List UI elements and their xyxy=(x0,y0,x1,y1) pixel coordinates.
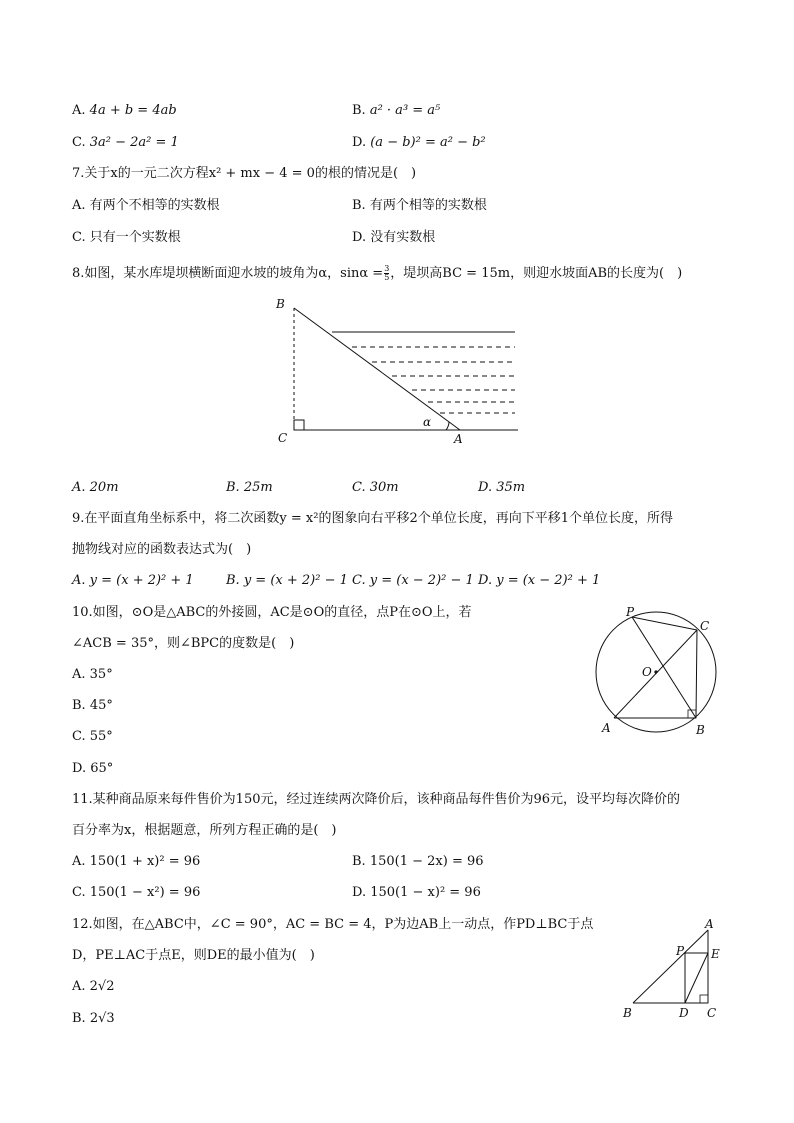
q10-stem-line2: ∠ACB = 35°，则∠BPC的度数是( ) xyxy=(72,636,295,651)
q7-stem: 7.关于x的一元二次方程x² + mx − 4 = 0的根的情况是( ) xyxy=(72,166,417,181)
q9-stem-line1: 9.在平面直角坐标系中，将二次函数y = x²的图象向右平移2个单位长度，再向下平移1个单位长度，所得 xyxy=(72,511,673,526)
q8-fraction: $\frac{3}{5}$ xyxy=(384,264,390,282)
q11-option-c: C. 150(1 − x²) = 96 xyxy=(72,885,201,900)
q8-option-a: A. 20m xyxy=(72,480,119,495)
q7-option-d: D. 没有实数根 xyxy=(352,230,436,245)
q8-dam-figure xyxy=(270,292,530,452)
q12-label-a: A xyxy=(705,917,714,931)
q9-option-b: B. y = (x + 2)² − 1 xyxy=(226,573,348,588)
q8-stem: 8.如图，某水库堤坝横断面迎水坡的坡角为α，sinα = $\frac{3}{5}$ ，堤坝高BC = 15m，则迎水坡面AB的长度为( ) xyxy=(72,264,683,282)
q8-option-d: D. 35m xyxy=(478,480,526,495)
q11-stem-line2: 百分率为x，根据题意，所列方程正确的是( ) xyxy=(72,823,337,838)
q11-option-b: B. 150(1 − 2x) = 96 xyxy=(352,854,484,869)
q10-label-b: B xyxy=(696,723,705,737)
q11-option-d: D. 150(1 − x)² = 96 xyxy=(352,885,481,900)
q10-option-d: D. 65° xyxy=(72,761,114,776)
q9-option-a: A. y = (x + 2)² + 1 xyxy=(72,573,194,588)
q12-label-p: P xyxy=(676,944,685,958)
q9-option-c: C. y = (x − 2)² − 1 xyxy=(352,573,474,588)
q10-label-c: C xyxy=(700,619,710,633)
q7-option-b: B. 有两个相等的实数根 xyxy=(352,198,487,213)
q6-option-d: D. (a − b)² = a² − b² xyxy=(352,135,486,150)
q10-option-b: B. 45° xyxy=(72,698,113,713)
q8-label-alpha: α xyxy=(423,415,432,429)
q12-stem-line2: D，PE⊥AC于点E，则DE的最小值为( ) xyxy=(72,948,315,963)
q7-option-c: C. 只有一个实数根 xyxy=(72,230,181,245)
q12-triangle-figure xyxy=(615,915,730,1025)
q12-label-d: D xyxy=(679,1006,689,1020)
q9-option-d: D. y = (x − 2)² + 1 xyxy=(478,573,601,588)
q8-option-b: B. 25m xyxy=(226,480,273,495)
q11-option-a: A. 150(1 + x)² = 96 xyxy=(72,854,201,869)
q10-label-a: A xyxy=(602,721,611,735)
q10-label-o: O xyxy=(642,665,652,679)
q10-circle-figure xyxy=(590,600,730,745)
q8-label-c: C xyxy=(278,431,288,445)
q12-option-b: B. 2√3 xyxy=(72,1011,115,1026)
q11-stem-line1: 11.某种商品原来每件售价为150元，经过连续两次降价后，该种商品每件售价为96元，设平均每次降价的 xyxy=(72,792,681,807)
q6-option-c: C. 3a² − 2a² = 1 xyxy=(72,135,179,150)
q10-stem-line1: 10.如图，⊙O是△ABC的外接圆，AC是⊙O的直径，点P在⊙O上，若 xyxy=(72,605,472,620)
q6-option-a-text: A. 4a + b = 4ab xyxy=(72,103,177,118)
q10-label-p: P xyxy=(626,605,635,619)
q8-option-c: C. 30m xyxy=(352,480,399,495)
q12-label-c: C xyxy=(707,1006,717,1020)
q6-option-b: B. a² · a³ = a⁵ xyxy=(352,103,441,118)
q8-label-b: B xyxy=(276,297,285,311)
q12-label-b: B xyxy=(623,1006,632,1020)
q10-option-c: C. 55° xyxy=(72,729,113,744)
q9-stem-line2: 抛物线对应的函数表达式为( ) xyxy=(72,542,252,557)
q12-label-e: E xyxy=(711,947,720,961)
q12-stem-line1: 12.如图，在△ABC中，∠C = 90°，AC = BC = 4，P为边AB上一动点，作PD⊥BC于点 xyxy=(72,917,594,932)
q12-option-a: A. 2√2 xyxy=(72,979,115,994)
q7-option-a: A. 有两个不相等的实数根 xyxy=(72,198,220,213)
q8-label-a: A xyxy=(454,432,463,446)
q10-option-a: A. 35° xyxy=(72,667,113,682)
